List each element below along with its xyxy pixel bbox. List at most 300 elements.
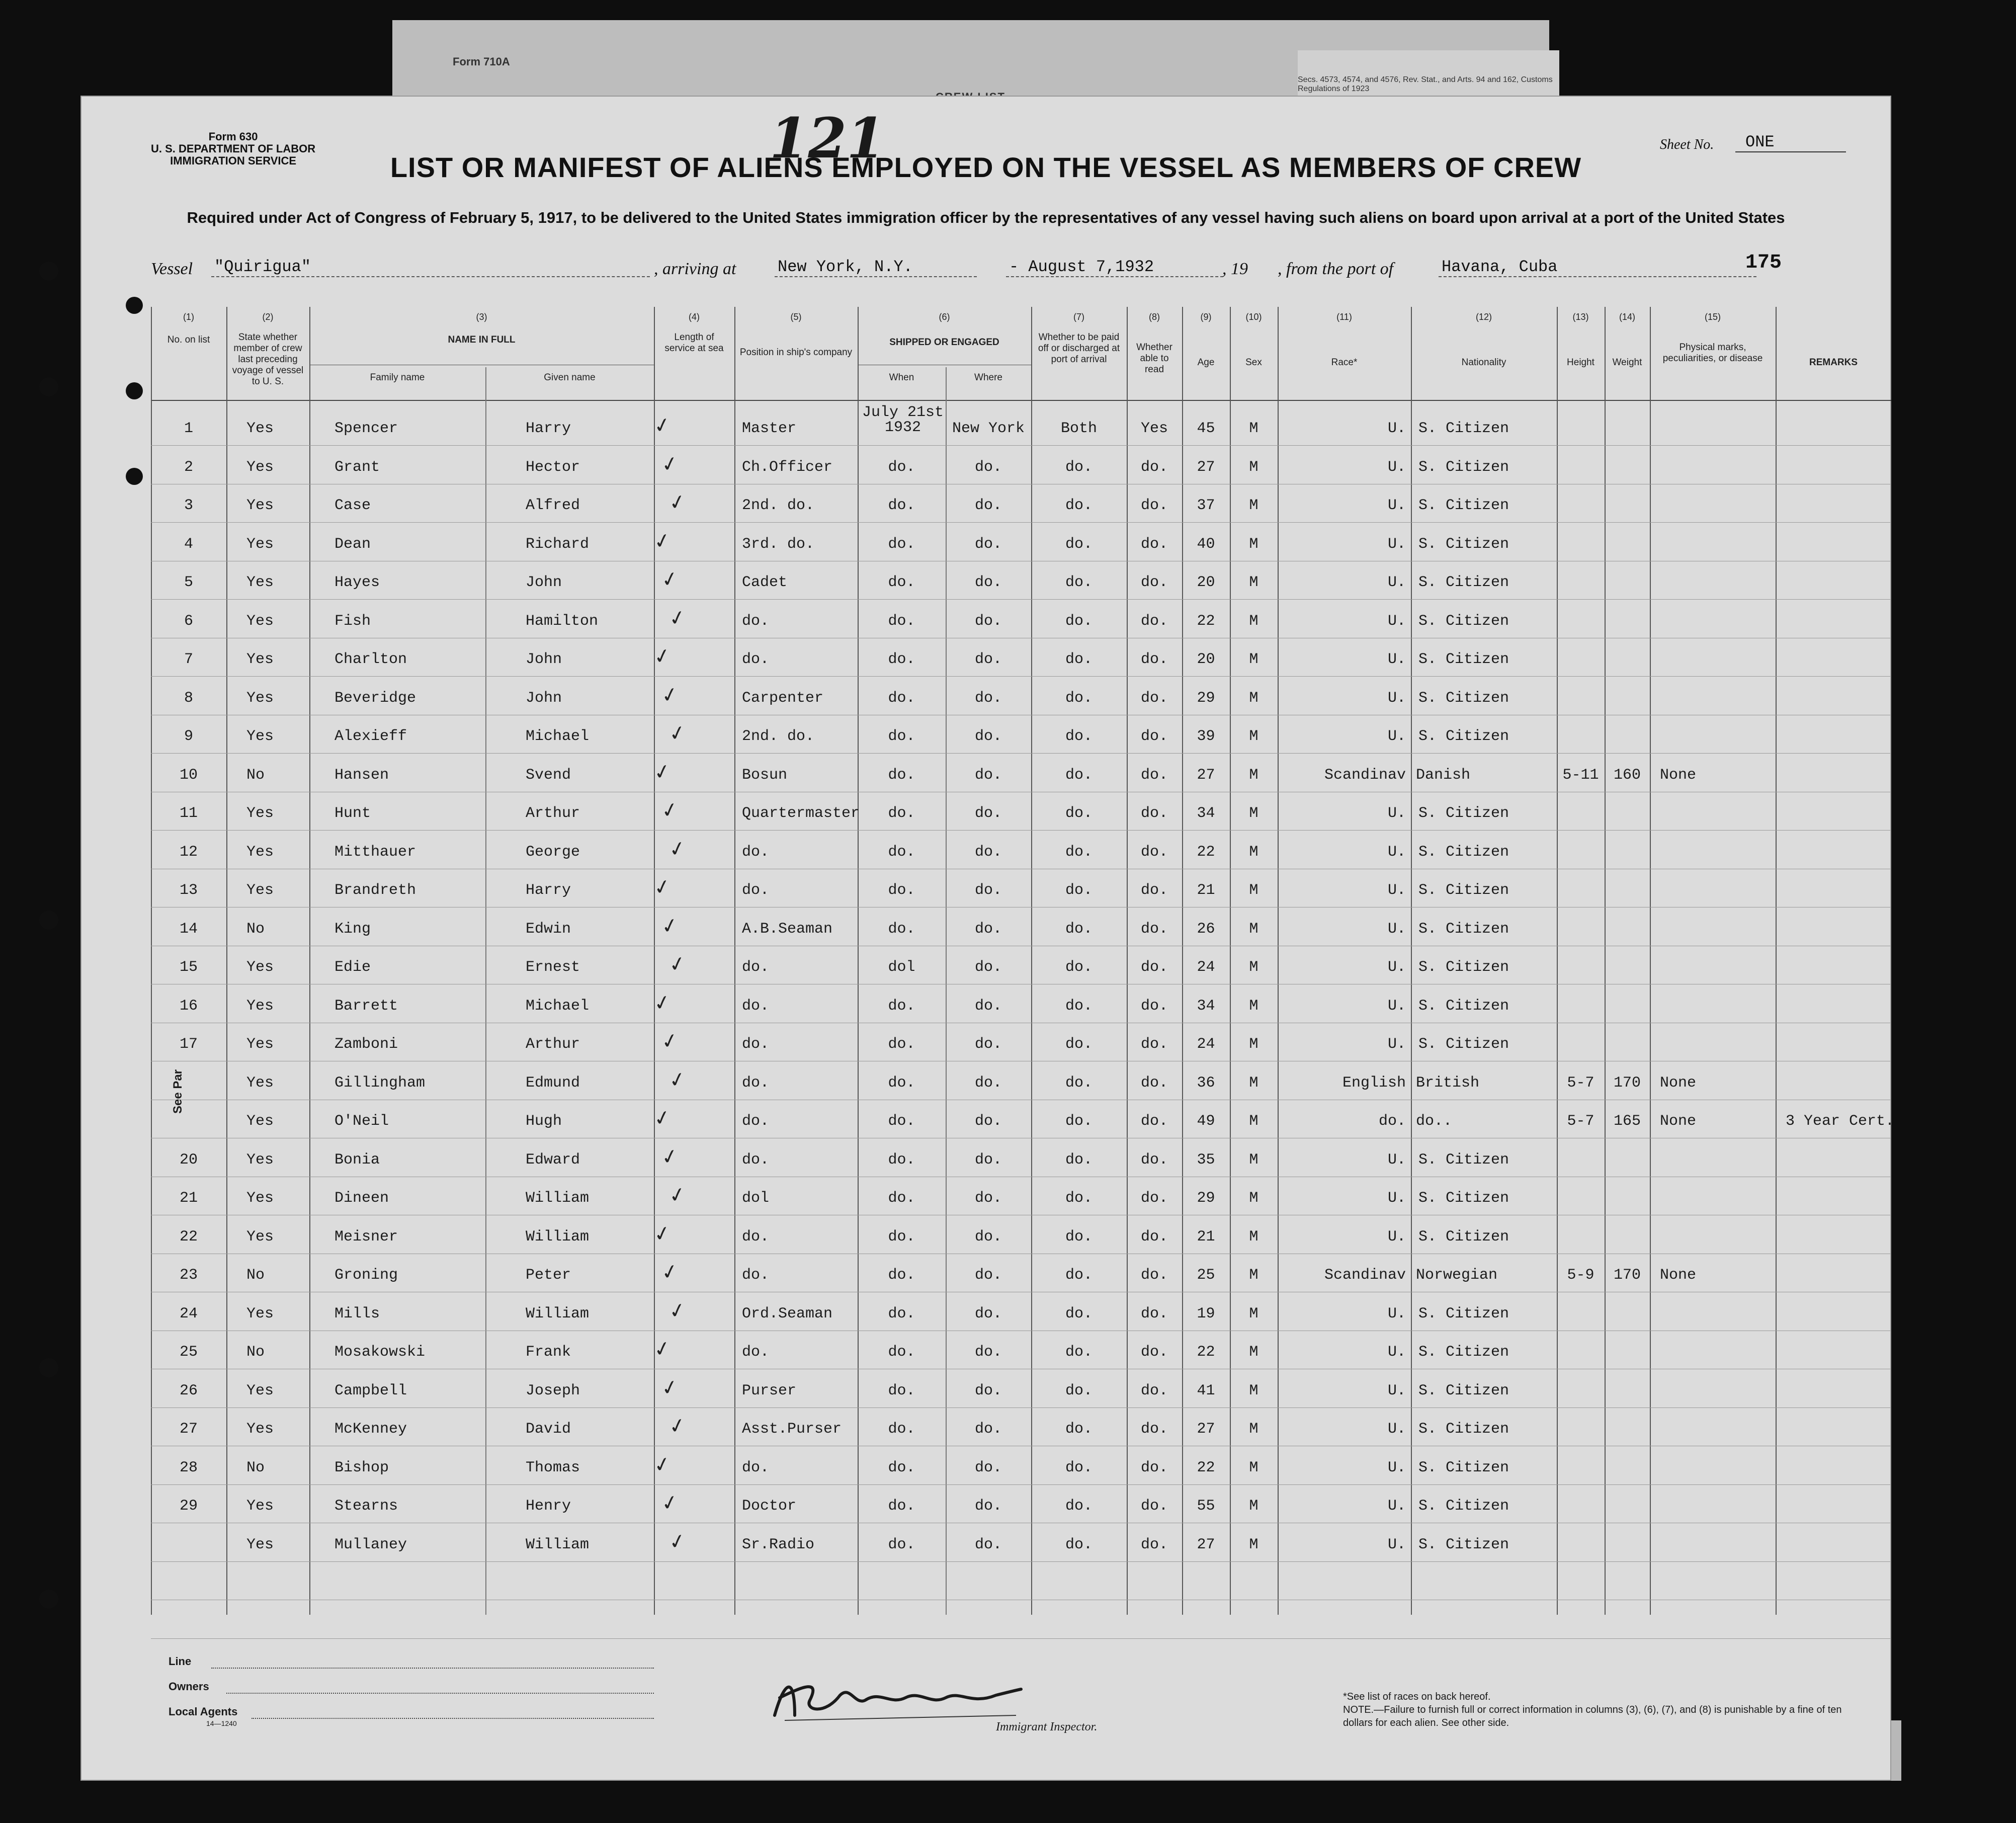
table-column-rule [226,307,227,1615]
cell-age: 36 [1197,1074,1215,1092]
page-subtitle: Required under Act of Congress of February 5, 1917, to be delivered to the United States immigration officer by the representatives of any vessel having such aliens on board upon arrival at a port of the United States [187,209,1785,226]
cell-position: do. [742,1344,770,1361]
cell-where: do. [974,920,1002,938]
check-mark-icon: ✓ [659,1028,681,1054]
cell-height: 5-7 [1567,1113,1594,1130]
cell-paid: do. [1065,651,1093,668]
check-mark-icon: ✓ [666,1182,688,1208]
cell-race: U. [1387,1305,1406,1322]
cell-age: 24 [1197,1036,1215,1053]
cell-nationality: S. Citizen [1418,843,1509,861]
row-rule [151,830,1891,831]
arriving-label: , arriving at [654,260,736,278]
cell-position: A.B.Seaman [742,920,833,938]
cell-race: U. [1387,574,1406,591]
cell-sex: M [1249,920,1258,938]
header-given-name: Given name [544,372,596,383]
cell-family: Zamboni [334,1036,398,1053]
cell-nationality: S. Citizen [1418,651,1509,668]
cell-weight: 165 [1613,1113,1641,1130]
owners-field [226,1692,654,1694]
cell-when: do. [888,612,915,630]
cell-sex: M [1249,1498,1258,1515]
cell-given: William [526,1536,590,1553]
crew-table [80,307,1895,1615]
check-mark-icon: ✓ [659,797,681,823]
cell-race: U. [1387,497,1406,514]
cell-read: do. [1140,1421,1168,1438]
cell-nationality: Danish [1416,766,1471,784]
cell-age: 19 [1197,1305,1215,1322]
check-mark-icon: ✓ [651,1105,673,1131]
cell-prev: Yes [246,959,274,976]
cell-where: do. [974,1151,1002,1169]
cell-given: Michael [526,728,590,745]
cell-paid: do. [1065,959,1093,976]
cell-position: do. [742,959,770,976]
cell-prev: Yes [246,458,274,476]
cell-position: do. [742,1228,770,1246]
cell-prev: Yes [246,1421,274,1438]
cell-paid: do. [1065,689,1093,707]
cell-nationality: S. Citizen [1418,574,1509,591]
cell-given: William [526,1228,590,1246]
cell-family: King [334,920,371,938]
cell-position: Purser [742,1382,797,1399]
manifest-sheet [80,96,1895,1781]
cell-age: 20 [1197,574,1215,591]
cell-age: 35 [1197,1151,1215,1169]
cell-nationality: S. Citizen [1418,1151,1509,1169]
column-number: (8) [1149,312,1160,322]
cell-position: Quartermaster [742,805,860,822]
column-number: (10) [1245,312,1262,322]
cell-age: 40 [1197,535,1215,553]
cell-sex: M [1249,1228,1258,1246]
cell-age: 27 [1197,458,1215,476]
row-rule [151,522,1891,523]
cell-position: do. [742,1074,770,1092]
cell-family: Charlton [334,651,407,668]
cell-prev: Yes [246,1113,274,1130]
header-length-service: Length of service at sea [664,332,724,354]
cell-given: Harry [526,420,571,437]
header-able-to-read: Whether able to read [1136,342,1172,375]
cell-position: do. [742,612,770,630]
cell-race: U. [1387,959,1406,976]
cell-nationality: S. Citizen [1418,1190,1509,1207]
cell-sex: M [1249,728,1258,745]
cell-prev: Yes [246,1382,274,1399]
header-state-member: State whether member of crew last preceding voyage of vessel to U. S. [232,332,304,387]
cell-given: Richard [526,535,590,553]
cell-read: do. [1140,1190,1168,1207]
table-column-rule [1557,307,1558,1615]
cell-nationality: S. Citizen [1418,805,1509,822]
cell-family: Hayes [334,574,380,591]
cell-given: Henry [526,1498,571,1515]
cell-when: do. [888,574,915,591]
cell-age: 55 [1197,1498,1215,1515]
header-race: Race* [1331,357,1358,368]
cell-prev: Yes [246,651,274,668]
cell-sex: M [1249,1267,1258,1284]
cell-no: 8 [184,689,193,707]
form-number: Form 630 [208,130,258,143]
check-mark-icon: ✓ [651,1336,673,1362]
cell-when: do. [888,1036,915,1053]
service-name: IMMIGRATION SERVICE [170,154,297,167]
cell-where: do. [974,1190,1002,1207]
cell-no: 6 [184,612,193,630]
punch-hole [39,377,58,396]
cell-prev: Yes [246,497,274,514]
cell-age: 29 [1197,689,1215,707]
header-position: Position in ship's company [739,347,853,358]
cell-where: do. [974,997,1002,1015]
cell-when: do. [888,1151,915,1169]
cell-paid: do. [1065,458,1093,476]
cell-where: do. [974,1305,1002,1322]
from-port-value: Havana, Cuba [1439,258,1756,277]
cell-position: Ord.Seaman [742,1305,833,1322]
cell-physical: None [1660,1267,1697,1284]
table-column-rule [734,307,735,1615]
cell-when: do. [888,1421,915,1438]
row-rule [151,676,1891,677]
cell-where: do. [974,959,1002,976]
cell-paid: do. [1065,1344,1093,1361]
cell-prev: No [246,1344,265,1361]
cell-age: 22 [1197,612,1215,630]
cell-paid: do. [1065,612,1093,630]
cell-paid: do. [1065,1267,1093,1284]
cell-no: 16 [179,997,198,1015]
cell-age: 27 [1197,766,1215,784]
cell-nationality: S. Citizen [1418,1536,1509,1553]
cell-when: do. [888,1113,915,1130]
cell-given: Edward [526,1151,580,1169]
cell-prev: Yes [246,1536,274,1553]
cell-prev: Yes [246,1228,274,1246]
cell-family: Mills [334,1305,380,1322]
check-mark-icon: ✓ [659,1374,681,1401]
footnote-penalty: NOTE.—Failure to furnish full or correct information in columns (3), (6), (7), and (8) is punishable by a fine of ten dollars for each alien. See other side. [1343,1704,1842,1728]
cell-race: U. [1387,1459,1406,1476]
cell-given: Arthur [526,1036,580,1053]
row-rule [151,1561,1891,1562]
cell-read: do. [1140,959,1168,976]
cell-where: New York [952,420,1025,437]
cell-nationality: S. Citizen [1418,1344,1509,1361]
cell-given: Joseph [526,1382,580,1399]
cell-paid: do. [1065,1151,1093,1169]
cell-prev: Yes [246,535,274,553]
punch-hole [39,1358,58,1377]
cell-position: 2nd. do. [742,728,815,745]
cell-where: do. [974,1113,1002,1130]
cell-race: U. [1387,920,1406,938]
cell-nationality: S. Citizen [1418,1498,1509,1515]
cell-sex: M [1249,1382,1258,1399]
cell-where: do. [974,1267,1002,1284]
cell-paid: do. [1065,805,1093,822]
cell-age: 45 [1197,420,1215,437]
check-mark-icon: ✓ [651,989,673,1016]
cell-when: do. [888,1459,915,1476]
cell-read: do. [1140,1036,1168,1053]
column-number: (15) [1704,312,1721,322]
cell-paid: do. [1065,728,1093,745]
column-number: (5) [790,312,802,322]
cell-race: U. [1387,458,1406,476]
punch-hole [39,262,58,281]
cell-read: do. [1140,458,1168,476]
header-height: Height [1567,357,1594,368]
cell-read: do. [1140,612,1168,630]
cell-sex: M [1249,1421,1258,1438]
cell-nationality: S. Citizen [1418,1305,1509,1322]
check-mark-icon: ✓ [666,836,688,862]
cell-nationality: S. Citizen [1418,1382,1509,1399]
footer [80,1630,1891,1781]
cell-nationality: Norwegian [1416,1267,1498,1284]
cell-position: do. [742,1151,770,1169]
cell-prev: Yes [246,1151,274,1169]
cell-where: do. [974,1036,1002,1053]
cell-read: do. [1140,1267,1168,1284]
cell-no: 7 [184,651,193,668]
cell-where: do. [974,1228,1002,1246]
cell-nationality: S. Citizen [1418,997,1509,1015]
cell-sex: M [1249,458,1258,476]
row-rule [151,599,1891,600]
vessel-line [151,260,1861,285]
cell-read: do. [1140,689,1168,707]
cell-race: U. [1387,1151,1406,1169]
cell-position: Cadet [742,574,788,591]
cell-prev: Yes [246,805,274,822]
cell-nationality: S. Citizen [1418,1036,1509,1053]
cell-age: 41 [1197,1382,1215,1399]
page-title: LIST OR MANIFEST OF ALIENS EMPLOYED ON THE VESSEL AS MEMBERS OF CREW [390,151,1582,183]
column-number: (1) [183,312,194,322]
header-nationality: Nationality [1461,357,1506,368]
row-rule [151,445,1891,446]
cell-when: do. [888,1536,915,1553]
column-number: (4) [689,312,700,322]
sheet-number-value: ONE [1735,133,1846,152]
cell-race: English [1342,1074,1406,1092]
check-mark-icon: ✓ [651,759,673,785]
cell-given: Michael [526,997,590,1015]
cell-paid: do. [1065,1498,1093,1515]
cell-family: Gillingham [334,1074,426,1092]
table-column-rule [1411,307,1412,1615]
cell-nationality: S. Citizen [1418,959,1509,976]
cell-prev: Yes [246,1190,274,1207]
column-number: (9) [1200,312,1212,322]
cell-paid: do. [1065,843,1093,861]
cell-where: do. [974,535,1002,553]
cell-when: do. [888,1498,915,1515]
cell-no: 21 [179,1190,198,1207]
cell-when: do. [888,651,915,668]
department-name: U. S. DEPARTMENT OF LABOR [151,142,316,155]
check-mark-icon: ✓ [666,1297,688,1324]
cell-family: Bonia [334,1151,380,1169]
cell-prev: Yes [246,612,274,630]
arriving-value: New York, N.Y. [775,258,977,277]
cell-where: do. [974,728,1002,745]
cell-given: John [526,689,562,707]
cell-read: do. [1140,1382,1168,1399]
cell-read: do. [1140,1151,1168,1169]
cell-age: 21 [1197,1228,1215,1246]
cell-weight: 170 [1613,1074,1641,1092]
cell-nationality: S. Citizen [1418,1228,1509,1246]
column-number: (7) [1073,312,1084,322]
cell-no: 22 [179,1228,198,1246]
cell-where: do. [974,458,1002,476]
cell-family: Dineen [334,1190,389,1207]
cell-prev: Yes [246,689,274,707]
row-rule [151,1484,1891,1485]
cell-nationality: S. Citizen [1418,728,1509,745]
cell-where: do. [974,574,1002,591]
cell-sex: M [1249,1344,1258,1361]
back-form-label: Form 710A [453,55,510,68]
cell-no: 11 [179,805,198,822]
cell-no: 14 [179,920,198,938]
column-number: (6) [939,312,950,322]
page-number: 175 [1745,252,1782,274]
cell-paid: do. [1065,535,1093,553]
header-where: Where [974,372,1002,383]
cell-age: 37 [1197,497,1215,514]
header-family-name: Family name [370,372,425,383]
header-weight: Weight [1612,357,1642,368]
cell-where: do. [974,766,1002,784]
cell-no: 23 [179,1267,198,1284]
cell-sex: M [1249,612,1258,630]
cell-family: Brandreth [334,882,416,899]
cell-family: Hunt [334,805,371,822]
cell-given: Edwin [526,920,571,938]
header-name-in-full: NAME IN FULL [448,335,516,345]
cell-when: dol [888,959,915,976]
cell-paid: do. [1065,497,1093,514]
cell-nationality: S. Citizen [1418,1421,1509,1438]
cell-where: do. [974,689,1002,707]
check-mark-icon: ✓ [666,1066,688,1093]
cell-race: Scandinav [1324,1267,1406,1284]
cell-nationality: S. Citizen [1418,689,1509,707]
cell-nationality: S. Citizen [1418,458,1509,476]
cell-no: 3 [184,497,193,514]
from-port-label: , from the port of [1278,260,1394,278]
cell-no: 10 [179,766,198,784]
cell-paid: do. [1065,1036,1093,1053]
line-label: Line [169,1655,192,1668]
cell-when: do. [888,689,915,707]
cell-race: U. [1387,1382,1406,1399]
cell-given: Hugh [526,1113,562,1130]
cell-position: do. [742,651,770,668]
cell-prev: Yes [246,882,274,899]
handwritten-number: 121 [770,106,885,171]
cell-height: 5-11 [1562,766,1599,784]
column-number: (2) [262,312,274,322]
cell-prev: Yes [246,1498,274,1515]
vessel-value: "Quirigua" [211,258,650,277]
cell-given: Ernest [526,959,580,976]
cell-family: Meisner [334,1228,398,1246]
table-column-rule [1776,307,1777,1615]
cell-when: do. [888,728,915,745]
cell-sex: M [1249,1074,1258,1092]
cell-age: 24 [1197,959,1215,976]
cell-age: 22 [1197,843,1215,861]
cell-physical: None [1660,1113,1697,1130]
header-paid-off: Whether to be paid off or discharged at port of arrival [1038,332,1120,365]
line-field [211,1667,654,1669]
cell-paid: do. [1065,882,1093,899]
cell-sex: M [1249,997,1258,1015]
cell-race: U. [1387,843,1406,861]
cell-prev: No [246,920,265,938]
cell-race: U. [1387,1036,1406,1053]
cell-read: do. [1140,1459,1168,1476]
cell-where: do. [974,1459,1002,1476]
cell-sex: M [1249,1036,1258,1053]
cell-prev: Yes [246,1036,274,1053]
local-agents-field [251,1717,654,1719]
back-statute-note: Secs. 4573, 4574, and 4576, Rev. Stat., and Arts. 94 and 162, Customs Regulations of 1923 [1298,75,1553,93]
cell-position: Doctor [742,1498,797,1515]
cell-family: Edie [334,959,371,976]
cell-position: Asst.Purser [742,1421,842,1438]
cell-given: Svend [526,766,571,784]
cell-family: Stearns [334,1498,398,1515]
cell-given: Arthur [526,805,580,822]
cell-given: George [526,843,580,861]
cell-paid: Both [1060,420,1097,437]
check-mark-icon: ✓ [666,720,688,747]
cell-where: do. [974,651,1002,668]
cell-age: 27 [1197,1421,1215,1438]
cell-prev: Yes [246,574,274,591]
cell-read: do. [1140,997,1168,1015]
cell-prev: Yes [246,997,274,1015]
row-rule [151,1407,1891,1408]
cell-race: U. [1387,651,1406,668]
cell-given: Thomas [526,1459,580,1476]
margin-note: See Par [171,1069,185,1114]
check-mark-icon: ✓ [659,682,681,708]
column-number: (11) [1336,312,1352,322]
footnote [1343,1690,1846,1729]
cell-given: Frank [526,1344,571,1361]
cell-given: Peter [526,1267,571,1284]
cell-age: 22 [1197,1459,1215,1476]
cell-paid: do. [1065,920,1093,938]
cell-position: do. [742,1113,770,1130]
cell-read: do. [1140,497,1168,514]
cell-no: 15 [179,959,198,976]
column-number: (12) [1475,312,1492,322]
cell-age: 39 [1197,728,1215,745]
